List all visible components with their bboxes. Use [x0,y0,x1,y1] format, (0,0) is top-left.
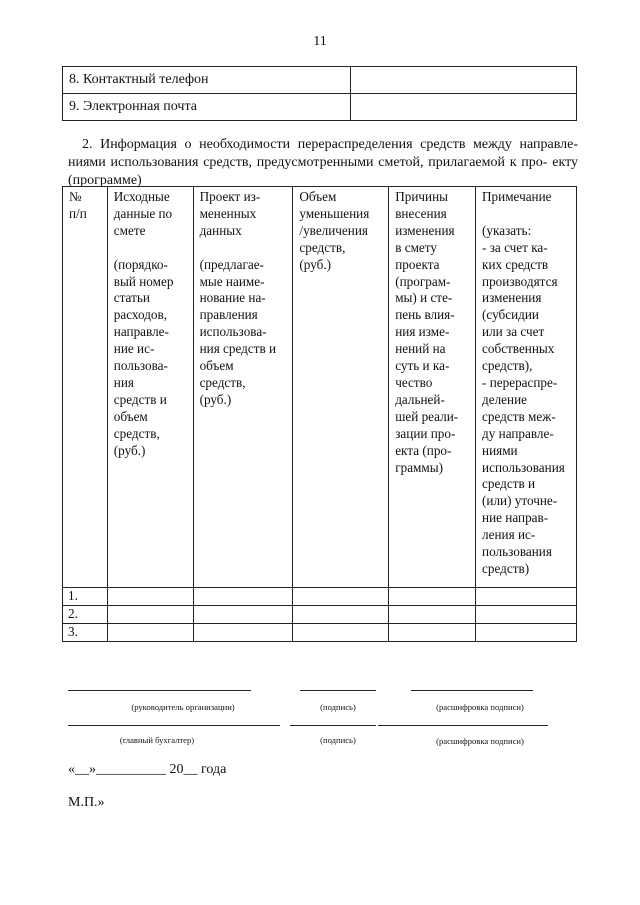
header-line: внесения [395,205,447,221]
header-line: пользова- [113,358,168,374]
header-line: средств меж- [482,408,556,424]
signature-line [290,725,376,726]
table-cell [293,588,389,606]
table-cell [476,588,577,606]
header-line: смете [113,222,146,238]
header-line: производятся [482,273,558,289]
header-cell-number [63,187,108,588]
header-line: средств) [482,560,530,576]
contact-email-value [351,94,577,121]
header-line: ду направле- [482,425,554,441]
head-signature-line [68,690,251,691]
header-line: использова- [199,324,267,340]
signature-caption: (подпись) [320,735,356,745]
header-line: ние ис- [113,341,155,357]
decoding-signature-line [378,725,548,726]
section-2-line: ниями использования средств, предусмотренными сметой, прилагаемой к про- [68,155,548,170]
header-line: граммы) [395,459,444,475]
table-cell [389,606,476,624]
table-cell [193,624,293,642]
header-line: нование на- [199,290,266,306]
header-line: Объем [299,189,337,204]
row-number: 2. [63,606,108,624]
header-line: (порядко- [113,256,168,272]
table-row [63,67,577,94]
section-2-line: 2. Информация о необходимости перераспределения средств между направле- [82,137,578,152]
header-line: ниями [482,442,518,458]
header-line: ления ис- [482,527,536,543]
signature-line [300,690,376,691]
header-cell-source-data [107,187,193,588]
header-line: нений на [395,341,446,357]
header-line: ких средств [482,256,549,272]
section-2-heading [68,136,578,190]
header-line: ния изме- [395,324,450,340]
decoding-caption: (расшифровка подписи) [436,702,524,712]
table-header-row [63,187,577,588]
table-row [63,606,577,624]
header-line: проекта [395,256,440,272]
header-line [200,240,288,257]
decoding-caption: (расшифровка подписи) [436,736,524,746]
header-line: /увеличения [299,222,368,238]
header-line: уменьшения [299,205,370,221]
header-line: чество [395,374,433,390]
header-line: (руб.) [299,256,332,272]
header-line: № [69,189,82,204]
header-line: мы) и сте- [395,290,453,306]
accountant-caption: (главный бухгалтер) [119,735,195,745]
table-row [63,94,577,121]
table-cell [389,624,476,642]
contact-table [62,66,577,121]
header-line: средств, [299,239,346,255]
table-row [63,624,577,642]
header-line: правления [199,307,258,323]
header-line: данные по [113,205,173,221]
header-line: объем [113,408,148,424]
table-cell [107,606,193,624]
header-line: Исходные [113,189,170,204]
header-line: (руб.) [113,442,146,458]
signature-caption: (подпись) [320,702,356,712]
accountant-signature-line [68,725,280,726]
table-cell [293,624,389,642]
header-line [482,206,571,223]
table-cell [107,624,193,642]
table-cell [107,588,193,606]
header-line: статьи [113,290,150,306]
header-line: Причины [395,189,448,204]
header-line: собственных [482,341,555,357]
header-line: зации про- [395,425,456,441]
head-caption: (руководитель организации) [131,702,235,712]
header-line: объем [199,358,234,374]
header-line: или за счет [482,324,545,340]
header-line: пользования [482,544,552,560]
header-line: данных [199,222,242,238]
header-line: (субсидии [482,307,539,323]
header-line: направле- [113,324,169,340]
header-line: изменения [482,290,542,306]
header-line: расходов, [113,307,168,323]
header-line: (руб.) [199,391,232,407]
header-line: мененных [199,205,257,221]
header-line: средств, [199,374,246,390]
header-cell-volume [293,187,389,588]
header-cell-note [476,187,577,588]
header-line: в смету [395,239,437,255]
contact-email-label: 9. Электронная почта [63,94,351,121]
header-line: суть и ка- [395,358,450,374]
header-line: п/п [69,205,87,221]
table-cell [293,606,389,624]
header-line: средств и [113,391,167,407]
section-2-line: екту (программе) [68,155,578,188]
header-cell-reasons [389,187,476,588]
header-line: дальней- [395,391,445,407]
stamp-label: М.П.» [68,795,105,810]
header-line [114,240,188,257]
header-line: Примечание [482,189,552,204]
table-cell [193,606,293,624]
header-line: средств, [113,425,160,441]
header-line: - перераспре- [482,374,558,390]
page-number: 11 [313,34,327,49]
header-line: средств), [482,358,533,374]
table-cell [476,624,577,642]
header-line: шей реали- [395,408,459,424]
table-cell [389,588,476,606]
header-line: Проект из- [199,189,261,204]
header-line: (указать: [482,222,532,238]
header-line: (програм- [395,273,451,289]
header-line: средств и [482,476,536,492]
header-line: ния средств и [199,341,277,357]
date-line: «__»__________ 20__ года [68,762,227,777]
redistribution-table [62,186,577,642]
header-line: екта (про- [395,442,452,458]
header-line: мые наиме- [199,273,265,289]
header-line: использования [482,459,565,475]
header-line: (предлагае- [199,256,264,272]
row-number: 1. [63,588,108,606]
contact-phone-label: 8. Контактный телефон [63,67,351,94]
row-number: 3. [63,624,108,642]
header-line: (или) уточне- [482,493,558,509]
header-line: изменения [395,222,455,238]
header-line: ния [113,374,134,390]
decoding-signature-line [411,690,533,691]
table-cell [476,606,577,624]
header-line: деление [482,391,527,407]
header-line: - за счет ка- [482,239,548,255]
table-row [63,588,577,606]
table-cell [193,588,293,606]
header-cell-changed-data [193,187,293,588]
header-line: пень влия- [395,307,455,323]
contact-phone-value [351,67,577,94]
header-line: ние направ- [482,510,549,526]
header-line: вый номер [113,273,174,289]
